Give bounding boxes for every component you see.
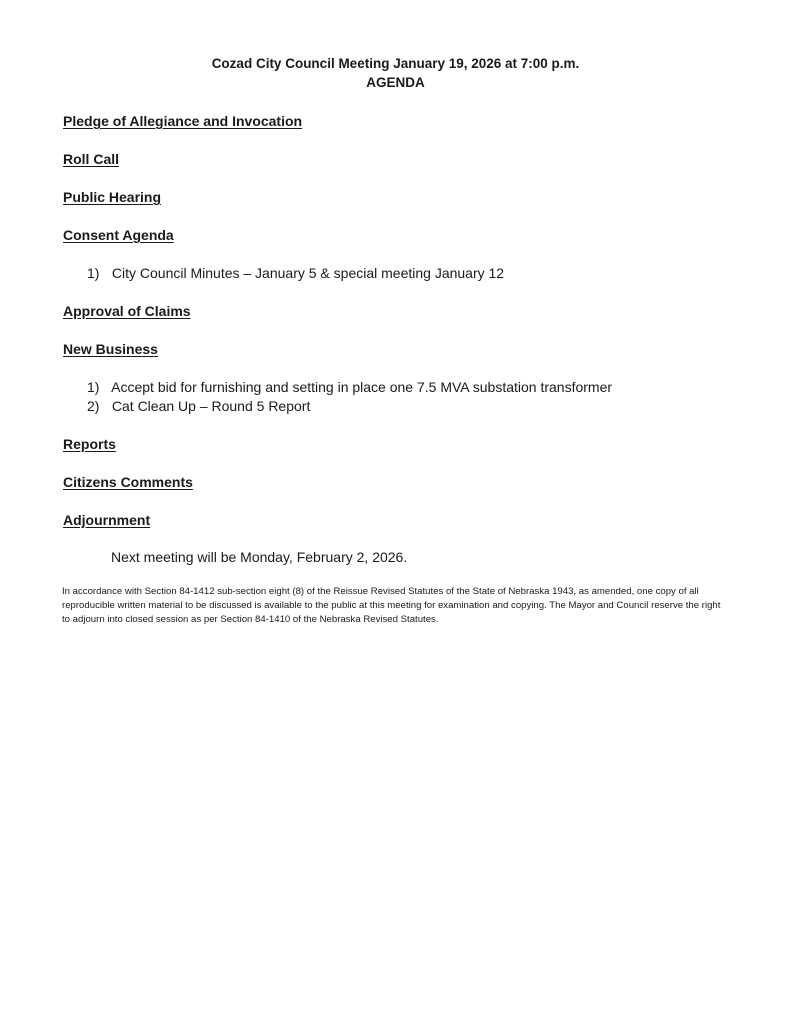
next-meeting-text: Next meeting will be Monday, February 2, 2026. bbox=[111, 549, 408, 565]
heading-consent-agenda: Consent Agenda bbox=[63, 227, 174, 243]
heading-roll-call: Roll Call bbox=[63, 151, 120, 167]
agenda-label: AGENDA bbox=[366, 75, 425, 90]
meeting-title: Cozad City Council Meeting January 19, 2026 at 7:00 p.m. bbox=[211, 56, 580, 71]
heading-adjournment: Adjournment bbox=[63, 512, 151, 528]
consent-item-1 bbox=[87, 264, 504, 282]
heading-reports: Reports bbox=[63, 436, 116, 452]
item-number: 1) bbox=[87, 379, 100, 395]
item-number: 2) bbox=[87, 398, 100, 414]
agenda-title bbox=[0, 54, 791, 92]
heading-public-hearing: Public Hearing bbox=[63, 189, 162, 205]
new-business-item-1 bbox=[87, 378, 612, 396]
new-business-item-2 bbox=[87, 397, 310, 415]
heading-citizens-comments: Citizens Comments bbox=[63, 474, 193, 490]
item-text: City Council Minutes – January 5 & special meeting January 12 bbox=[111, 265, 505, 281]
legal-notice: In accordance with Section 84-1412 sub-section eight (8) of the Reissue Revised Statutes of the State of Nebraska 1943, as amended, one copy of all reproducible written material to be discussed is available to the public at this meeting for examination and copying. The Mayor and Council reserve the right to adjourn into closed session as per Section 84-1410 of the Nebraska Revised Statutes. bbox=[62, 586, 721, 625]
item-text: Accept bid for furnishing and setting in place one 7.5 MVA substation transformer bbox=[111, 379, 613, 395]
item-number: 1) bbox=[87, 265, 100, 281]
heading-new-business: New Business bbox=[63, 341, 158, 357]
heading-approval-of-claims: Approval of Claims bbox=[63, 303, 191, 319]
item-text: Cat Clean Up – Round 5 Report bbox=[111, 398, 311, 414]
heading-pledge: Pledge of Allegiance and Invocation bbox=[63, 113, 303, 129]
